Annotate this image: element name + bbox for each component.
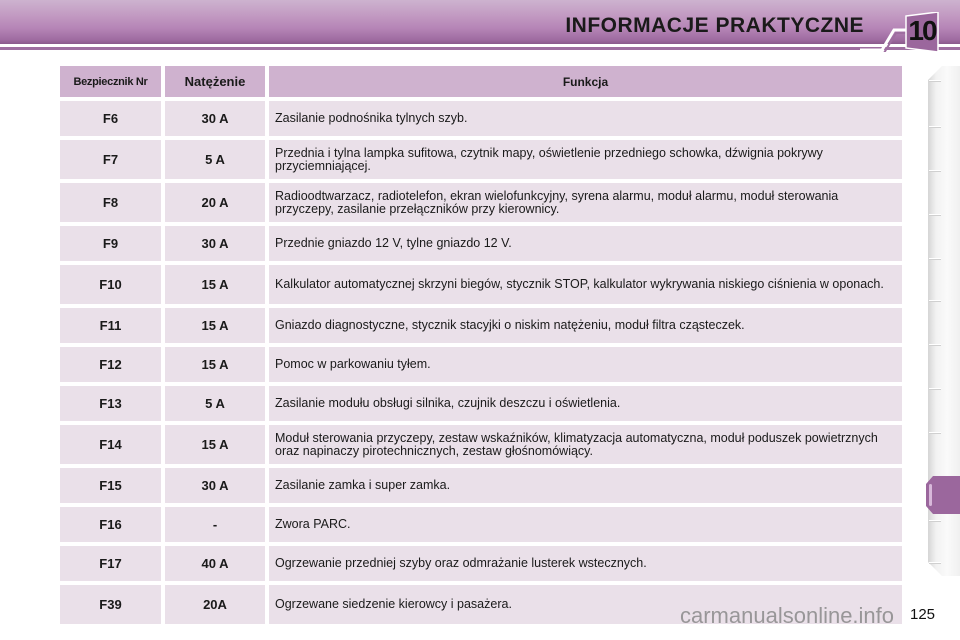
column-header-function: Funkcja [269,66,902,97]
fuse-function: Zasilanie modułu obsługi silnika, czujnik deszczu i oświetlenia. [269,386,902,421]
fuse-function: Gniazdo diagnostyczne, stycznik stacyjki o niskim natężeniu, moduł filtra cząsteczek. [269,308,902,343]
fuse-amperage: 5 A [165,386,265,421]
nav-tab-divider [929,258,941,259]
nav-tab-divider [929,388,941,389]
nav-tab-divider [929,432,941,433]
table-row [60,347,902,382]
watermark: carmanualsonline.info [680,603,895,628]
nav-tab-divider [929,300,941,301]
table-row [60,507,902,542]
fuse-amperage: 5 A [165,140,265,179]
fuse-function: Zasilanie podnośnika tylnych szyb. [269,101,902,136]
fuse-function: Ogrzewane siedzenie kierowcy i pasażera. [269,585,902,624]
fuse-number: F12 [60,347,161,382]
table-row [60,386,902,421]
table-row [60,101,902,136]
fuse-amperage: 15 A [165,425,265,464]
header-accent-line [0,47,960,50]
fuse-amperage: - [165,507,265,542]
nav-tab-divider [929,562,941,563]
table-row [60,425,902,464]
nav-tab-divider [929,214,941,215]
fuse-amperage: 40 A [165,546,265,581]
table-row [60,468,902,503]
fuse-number: F14 [60,425,161,464]
fuse-number: F16 [60,507,161,542]
column-header-fuse-number: Bezpiecznik Nr [60,66,161,97]
page-title: INFORMACJE PRAKTYCZNE [565,14,864,37]
fuse-number: F6 [60,101,161,136]
table-row [60,308,902,343]
table-header-row [60,66,902,97]
nav-tab-divider [929,126,941,127]
fuse-function: Kalkulator automatycznej skrzyni biegów, stycznik STOP, kalkulator wykrywania niskiego ciśnienia w oponach. [269,265,902,304]
fuse-number: F15 [60,468,161,503]
table-row [60,546,902,581]
fuse-amperage: 15 A [165,265,265,304]
fuse-number: F9 [60,226,161,261]
fuse-number: F13 [60,386,161,421]
nav-tab-divider [929,344,941,345]
header-slant-decoration [860,20,910,52]
column-header-amperage: Natężenie [165,66,265,97]
fuse-amperage: 30 A [165,226,265,261]
fuse-number: F17 [60,546,161,581]
chapter-badge [905,12,939,52]
fuse-amperage: 30 A [165,101,265,136]
fuse-number: F11 [60,308,161,343]
fuse-function: Pomoc w parkowaniu tyłem. [269,347,902,382]
fuse-function: Zasilanie zamka i super zamka. [269,468,902,503]
fuse-number: F7 [60,140,161,179]
fuse-function: Przednie gniazdo 12 V, tylne gniazdo 12 V. [269,226,902,261]
fuse-number: F8 [60,183,161,222]
table-row [60,183,902,222]
chapter-number: 10 [908,15,936,46]
nav-tab-divider [929,80,941,81]
fuse-amperage: 15 A [165,308,265,343]
fuse-amperage: 15 A [165,347,265,382]
fuse-number: F10 [60,265,161,304]
nav-tab-divider [929,520,941,521]
page-number: 125 [910,606,936,623]
fuse-function: Moduł sterowania przyczepy, zestaw wskaźników, klimatyzacja automatyczna, moduł poduszek powietrznych oraz napinaczy pirotechnicznych, zestaw głośnomówiący. [269,425,902,464]
fuse-amperage: 20A [165,585,265,624]
fuse-number: F39 [60,585,161,624]
fuse-function: Przednia i tylna lampka sufitowa, czytnik mapy, oświetlenie przedniego schowka, dźwignia pokrywy przyciemniającej. [269,140,902,179]
fuse-amperage: 30 A [165,468,265,503]
fuse-table [56,62,906,628]
nav-tab-highlight [929,484,932,506]
table-row [60,265,902,304]
fuse-function: Zwora PARC. [269,507,902,542]
nav-tab-divider [929,170,941,171]
fuse-amperage: 20 A [165,183,265,222]
fuse-function: Radioodtwarzacz, radiotelefon, ekran wielofunkcyjny, syrena alarmu, moduł alarmu, moduł sterowania przyczepy, zasilanie przełączników przy kierownicy. [269,183,902,222]
table-row [60,140,902,179]
fuse-function: Ogrzewanie przedniej szyby oraz odmrażanie lusterek wstecznych. [269,546,902,581]
table-row [60,226,902,261]
